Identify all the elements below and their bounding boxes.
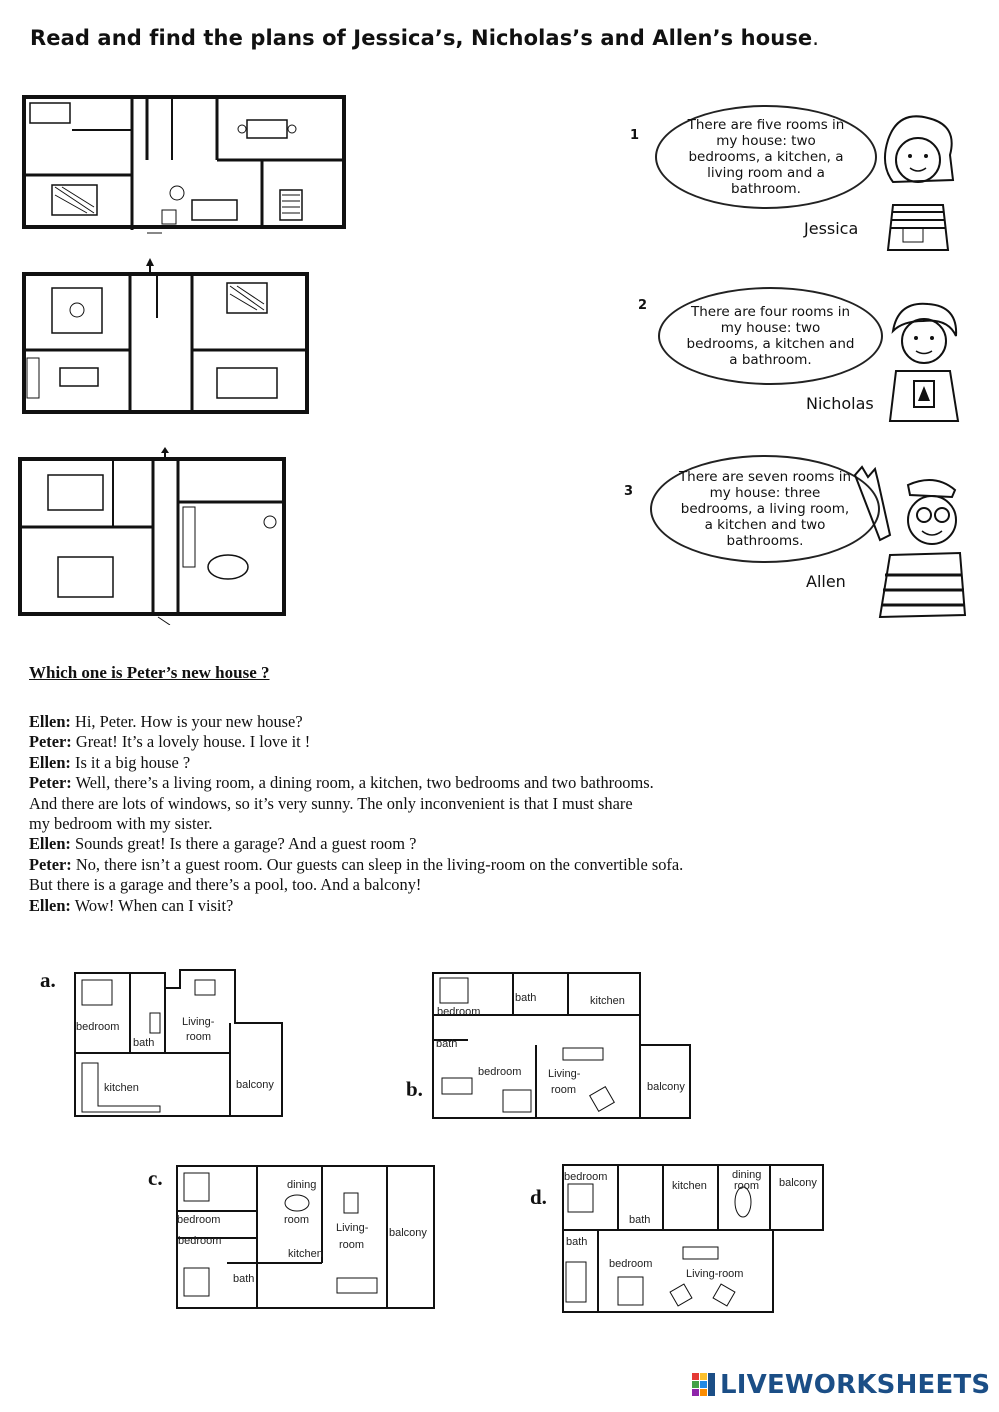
liveworksheets-logo	[692, 1370, 990, 1400]
room-label: room	[339, 1239, 365, 1251]
floor-plan-3	[18, 447, 290, 625]
section-subtitle: Which one is Peter’s new house ?	[29, 663, 270, 682]
dialogue-line: Peter: Great! It’s a lovely house. I love it !	[29, 732, 311, 752]
room-label: room	[186, 1031, 212, 1043]
room-label: bedroom	[437, 1006, 481, 1018]
speaker-name-nicholas: Nicholas	[806, 394, 874, 413]
speech-bubble-jessica: There are five rooms in my house: two bedrooms, a kitchen, a living room and a bathroom.	[655, 105, 877, 209]
allen-illustration	[850, 465, 980, 630]
jessica-illustration	[868, 110, 968, 275]
room-label: balcony	[236, 1079, 274, 1091]
room-label: bedroom	[478, 1066, 522, 1078]
dialogue-line: Ellen: Is it a big house ?	[29, 752, 191, 772]
dialogue-line: Ellen: Hi, Peter. How is your new house?	[29, 712, 303, 731]
room-label: room	[734, 1180, 760, 1192]
speaker-number-3: 3	[624, 484, 634, 499]
room-label: bedroom	[177, 1214, 221, 1226]
room-label: kitchen	[590, 995, 625, 1007]
room-label: dining	[732, 1169, 762, 1181]
speaker-name-jessica: Jessica	[804, 219, 859, 238]
room-label: Living-room	[686, 1268, 744, 1280]
option-a-plan	[70, 968, 285, 1120]
speech-bubble-allen: There are seven rooms in my house: three bedrooms, a living room, a kitchen and two bathrooms.	[650, 455, 880, 563]
option-d-label: d.	[530, 1185, 547, 1209]
room-label: bedroom	[178, 1235, 222, 1247]
room-label: kitchen	[288, 1248, 323, 1260]
dialogue-line: And there are lots of windows, so it’s very sunny. The only inconvenient is that I must share	[29, 793, 633, 813]
option-a-label: a.	[40, 968, 56, 992]
room-label: room	[551, 1084, 577, 1096]
dialogue-line: Peter: Well, there’s a living room, a dining room, a kitchen, two bedrooms and two bathrooms.	[29, 773, 654, 793]
speaker-name-allen: Allen	[806, 572, 846, 591]
speaker-number-2: 2	[638, 298, 648, 313]
room-label: Living-	[182, 1016, 215, 1028]
dialogue-line: But there is a garage and there’s a pool, too. And a balcony!	[29, 875, 422, 895]
dialogue-line: my bedroom with my sister.	[29, 814, 213, 834]
option-c-label: c.	[148, 1166, 163, 1190]
floor-plan-2	[22, 258, 312, 418]
logo-mark-icon	[692, 1373, 716, 1397]
speaker-number-1: 1	[630, 128, 640, 143]
room-label: balcony	[779, 1177, 817, 1189]
speech-bubble-nicholas: There are four rooms in my house: two bedrooms, a kitchen and a bathroom.	[658, 287, 883, 385]
room-label: bath	[629, 1214, 651, 1226]
nicholas-illustration	[878, 296, 968, 431]
room-label: dining	[287, 1179, 317, 1191]
worksheet-title: Read and find the plans of Jessica’s, Nicholas’s and Allen’s house.	[30, 26, 820, 50]
floor-plan-1	[22, 95, 348, 235]
dialogue	[29, 712, 929, 916]
option-b-label: b.	[406, 1077, 423, 1101]
room-label: bedroom	[76, 1021, 120, 1033]
room-label: kitchen	[104, 1082, 139, 1094]
room-label: bath	[566, 1236, 588, 1248]
room-label: balcony	[389, 1227, 427, 1239]
room-label: Living-	[548, 1068, 581, 1080]
room-label: bath	[133, 1037, 155, 1049]
room-label: bedroom	[564, 1171, 608, 1183]
room-label: Living-	[336, 1222, 369, 1234]
dialogue-line: Ellen: Wow! When can I visit?	[29, 895, 234, 915]
dialogue-line: Peter: No, there isn’t a guest room. Our guests can sleep in the living-room on the convertible sofa.	[29, 854, 684, 874]
room-label: bath	[233, 1273, 255, 1285]
logo-text: LIVEWORKSHEETS	[720, 1370, 991, 1400]
option-b-plan	[428, 970, 693, 1122]
dialogue-line: Ellen: Sounds great! Is there a garage? And a guest room ?	[29, 834, 417, 854]
room-label: bath	[515, 992, 537, 1004]
room-label: balcony	[647, 1081, 685, 1093]
room-label: bath	[436, 1038, 458, 1050]
room-label: kitchen	[672, 1180, 707, 1192]
room-label: bedroom	[609, 1258, 653, 1270]
room-label: room	[284, 1214, 310, 1226]
